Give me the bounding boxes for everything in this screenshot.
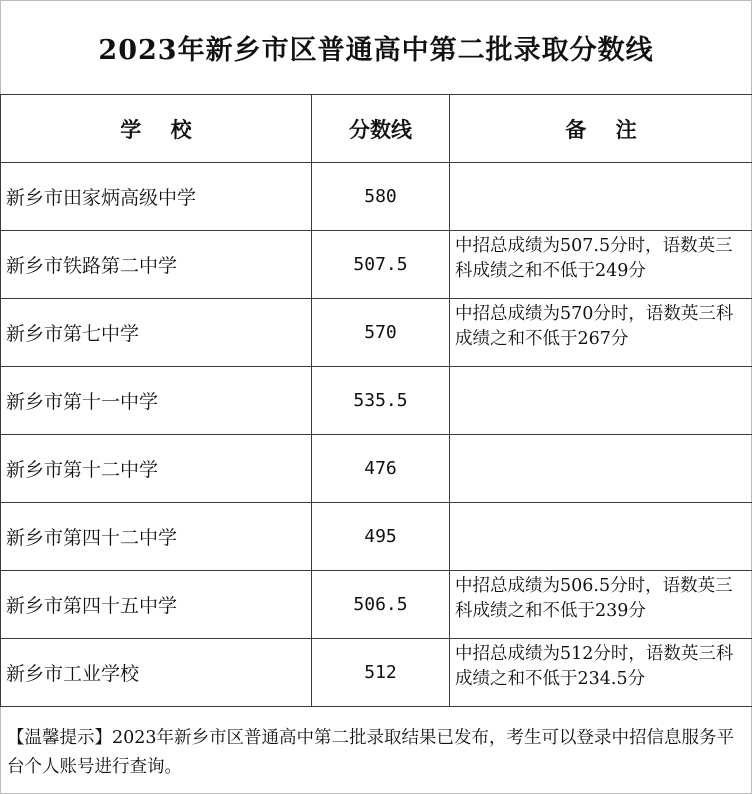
page-title: 2023年新乡市区普通高中第二批录取分数线 — [98, 34, 654, 66]
note-cell: 中招总成绩为507.5分时，语数英三科成绩之和不低于249分 — [450, 231, 752, 299]
table-row — [1, 639, 752, 707]
table-row — [1, 503, 752, 571]
note-cell: 中招总成绩为506.5分时，语数英三科成绩之和不低于239分 — [450, 571, 752, 639]
table-row — [1, 435, 752, 503]
table-row — [1, 231, 752, 299]
header-school: 学校 — [1, 95, 312, 163]
table-row — [1, 367, 752, 435]
school-cell: 新乡市田家炳高级中学 — [1, 163, 312, 231]
school-cell: 新乡市工业学校 — [1, 639, 312, 707]
table-row — [1, 299, 752, 367]
score-cell: 495 — [312, 503, 450, 571]
school-cell: 新乡市第七中学 — [1, 299, 312, 367]
school-cell: 新乡市第四十二中学 — [1, 503, 312, 571]
header-score: 分数线 — [312, 95, 450, 163]
table-header-row — [1, 95, 752, 163]
note-cell: 中招总成绩为512分时，语数英三科成绩之和不低于234.5分 — [450, 639, 752, 707]
note-cell — [450, 503, 752, 571]
table-row — [1, 571, 752, 639]
table-row — [1, 163, 752, 231]
note-cell: 中招总成绩为570分时，语数英三科成绩之和不低于267分 — [450, 299, 752, 367]
note-cell — [450, 367, 752, 435]
notice-text: 【温馨提示】2023年新乡市区普通高中第二批录取结果已发布，考生可以登录中招信息服务平台个人账号进行查询。 — [7, 728, 735, 777]
score-cell: 512 — [312, 639, 450, 707]
note-cell — [450, 163, 752, 231]
score-cell: 507.5 — [312, 231, 450, 299]
school-cell: 新乡市第十二中学 — [1, 435, 312, 503]
score-cell: 535.5 — [312, 367, 450, 435]
school-cell: 新乡市第四十五中学 — [1, 571, 312, 639]
score-cell: 506.5 — [312, 571, 450, 639]
school-cell: 新乡市第十一中学 — [1, 367, 312, 435]
school-cell: 新乡市铁路第二中学 — [1, 231, 312, 299]
score-cell: 476 — [312, 435, 450, 503]
note-cell — [450, 435, 752, 503]
score-cell: 570 — [312, 299, 450, 367]
score-table — [0, 94, 752, 707]
score-cell: 580 — [312, 163, 450, 231]
header-note: 备注 — [450, 95, 752, 163]
